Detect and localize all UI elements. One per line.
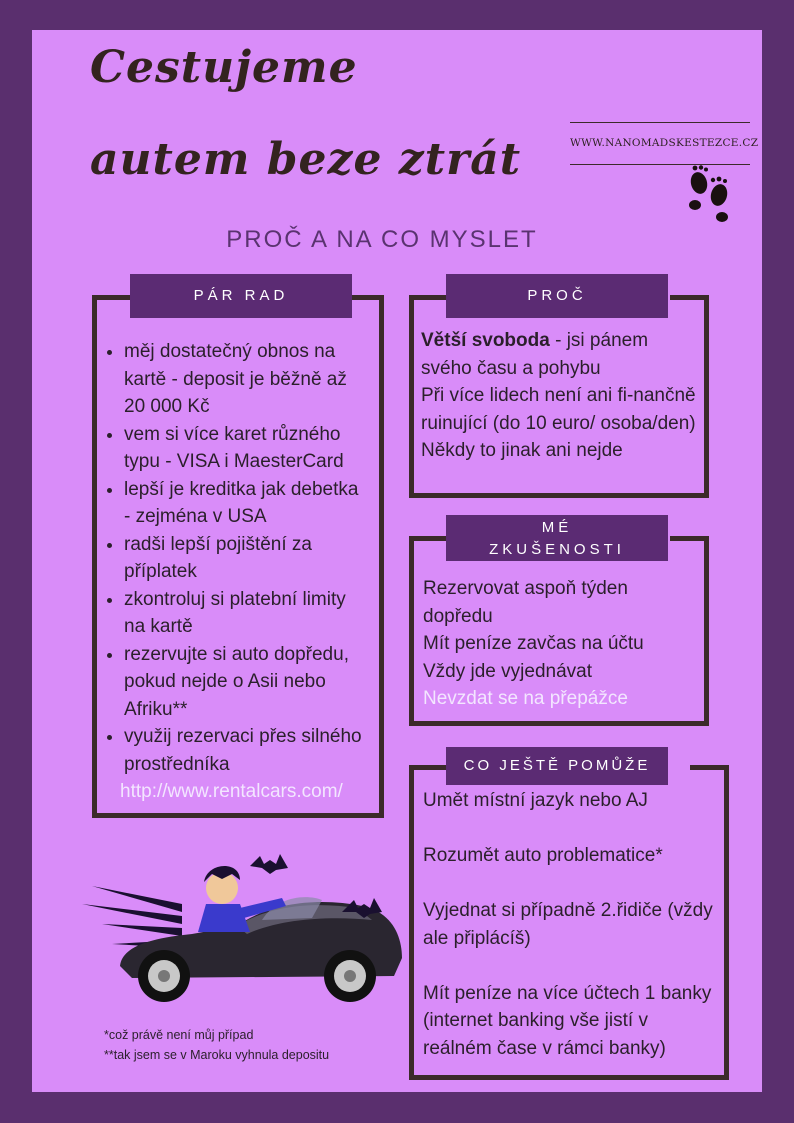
experience-label-line-1: MÉ <box>541 519 573 536</box>
title-line-1: Cestujeme <box>90 42 358 93</box>
why-label: PROČ <box>446 274 668 318</box>
why-line-3: Někdy to jinak ani nejde <box>421 440 623 461</box>
title-line-2: autem beze ztrát <box>90 134 522 185</box>
footnote-2: **tak jsem se v Maroku vyhnula depositu <box>104 1048 330 1062</box>
list-item: • měj dostatečný obnos na kartě - deposit je běžně až 20 000 Kč <box>124 338 370 421</box>
why-line-2: Při více lidech není ani fi-nančně ruinující (do 10 euro/ osoba/den) <box>421 385 696 434</box>
list-item: • zkontroluj si platební limity na kartě <box>124 586 370 641</box>
helps-content <box>423 787 713 1062</box>
list-item: Mít peníze na více účtech 1 banky (internet banking vše jistí v reálném čase v rámci banky) <box>423 982 712 1059</box>
subtitle: PROČ A NA CO MYSLET <box>226 226 538 253</box>
tips-label: PÁR RAD <box>130 274 352 318</box>
list-item: • vem si více karet různého typu - VISA i MaesterCard <box>124 421 370 476</box>
experience-highlight: Nevzdat se na přepážce <box>423 688 628 709</box>
footprints-icon <box>682 165 734 227</box>
why-text: - jsi pánem svého času a pohybu <box>421 330 649 379</box>
list-item: • lepší je kreditka jak debetka - zejména v USA <box>124 476 370 531</box>
list-item: • rezervujte si auto dopředu, pokud nejde o Asii nebo Afriku** <box>124 641 370 724</box>
experience-label <box>446 515 668 561</box>
list-item: • využij rezervaci přes silného prostředníka <box>124 723 370 778</box>
wheel <box>138 950 190 1002</box>
list-item: Rezervovat aspoň týden dopředu <box>423 578 628 627</box>
list-item: Umět místní jazyk nebo AJ <box>423 790 648 811</box>
poster <box>32 30 762 1092</box>
list-item: • radši lepší pojištění za příplatek <box>124 531 370 586</box>
why-content <box>421 327 697 465</box>
tips-content <box>102 338 370 806</box>
list-item: Mít peníze zavčas na účtu <box>423 633 644 654</box>
experience-content <box>423 575 697 713</box>
experience-label-line-2: ZKUŠENOSTI <box>489 541 625 558</box>
site-rule-top <box>570 122 750 123</box>
site-url[interactable]: WWW.NANOMADSKESTEZCE.CZ <box>570 137 759 149</box>
list-item: Rozumět auto problematice* <box>423 845 663 866</box>
list-item: Vyjednat si případně 2.řidiče (vždy ale připlácíš) <box>423 900 713 949</box>
why-bold: Větší svoboda <box>421 330 550 351</box>
helps-label: CO JEŠTĚ POMŮŽE <box>446 747 668 785</box>
tips-list <box>102 338 370 778</box>
rentalcars-link[interactable]: http://www.rentalcars.com/ <box>120 781 343 802</box>
car-illustration <box>72 846 402 1006</box>
list-item: Vždy jde vyjednávat <box>423 660 592 682</box>
footnote-1: *což právě není můj případ <box>104 1028 254 1042</box>
